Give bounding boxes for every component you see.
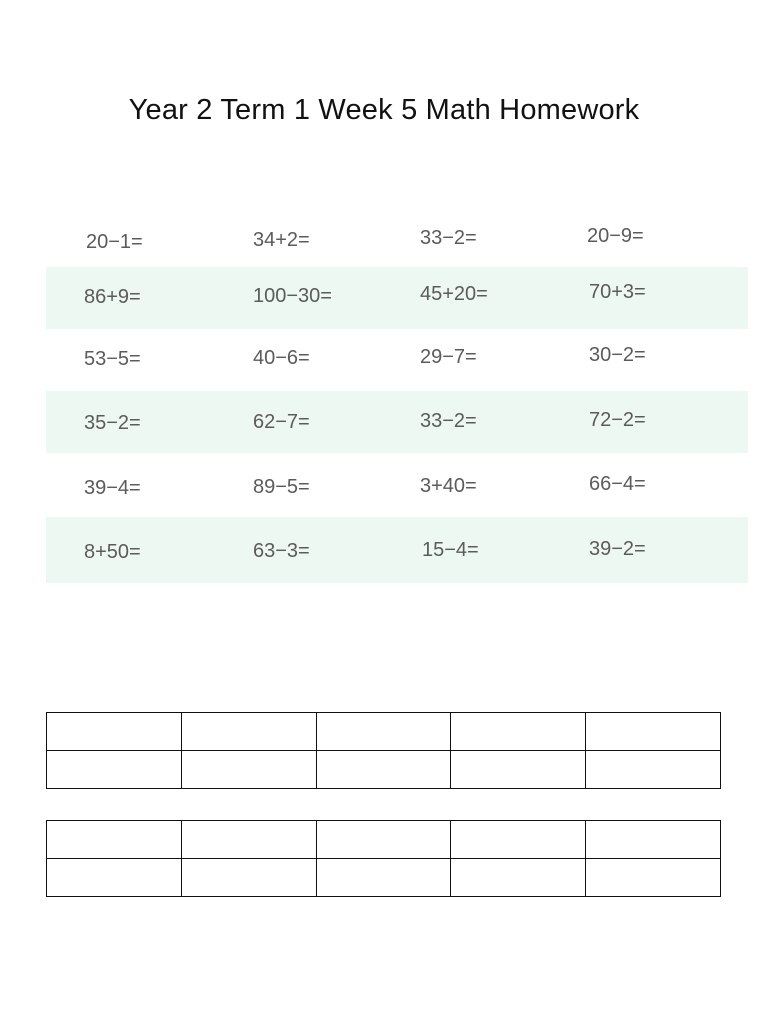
- grid-cell[interactable]: [316, 821, 451, 859]
- problem: 3+40=: [420, 475, 477, 497]
- problem-row: [46, 205, 748, 267]
- problem: 40−6=: [253, 347, 310, 369]
- grid-cell[interactable]: [181, 859, 316, 897]
- grid-cell[interactable]: [316, 751, 451, 789]
- answer-grid-1: [46, 712, 721, 789]
- problem: 15−4=: [422, 539, 479, 561]
- problem: 20−1=: [86, 231, 143, 253]
- problem: 86+9=: [84, 286, 141, 308]
- grid-cell[interactable]: [47, 751, 182, 789]
- problem: 72−2=: [589, 409, 646, 431]
- problem: 39−2=: [589, 538, 646, 560]
- grid-row: [47, 751, 721, 789]
- problem: 62−7=: [253, 411, 310, 433]
- grid-cell[interactable]: [586, 713, 721, 751]
- grid-cell[interactable]: [451, 859, 586, 897]
- answer-grid-2: [46, 820, 721, 897]
- problem: 45+20=: [420, 283, 488, 305]
- grid-cell[interactable]: [316, 713, 451, 751]
- problem-row: [46, 329, 748, 391]
- grid-cell[interactable]: [47, 859, 182, 897]
- grid-cell[interactable]: [451, 751, 586, 789]
- grid-cell[interactable]: [451, 821, 586, 859]
- problem: 53−5=: [84, 348, 141, 370]
- grid-row: [47, 713, 721, 751]
- problem: 66−4=: [589, 473, 646, 495]
- problem: 34+2=: [253, 229, 310, 251]
- problem: 100−30=: [253, 285, 332, 307]
- grid-cell[interactable]: [586, 751, 721, 789]
- problem: 30−2=: [589, 344, 646, 366]
- problem: 20−9=: [587, 225, 644, 247]
- page-title: Year 2 Term 1 Week 5 Math Homework: [128, 94, 640, 126]
- problem: 39−4=: [84, 477, 141, 499]
- grid-cell[interactable]: [586, 821, 721, 859]
- problem-row: [46, 517, 748, 583]
- grid-cell[interactable]: [47, 821, 182, 859]
- grid-cell[interactable]: [451, 713, 586, 751]
- grid-row: [47, 821, 721, 859]
- problem-row: [46, 391, 748, 453]
- problem: 89−5=: [253, 476, 310, 498]
- grid-cell[interactable]: [316, 859, 451, 897]
- grid-cell[interactable]: [181, 821, 316, 859]
- grid-row: [47, 859, 721, 897]
- problem: 29−7=: [420, 346, 477, 368]
- grid-cell[interactable]: [181, 713, 316, 751]
- problem: 63−3=: [253, 540, 310, 562]
- problem: 8+50=: [84, 541, 141, 563]
- problem: 33−2=: [420, 227, 477, 249]
- problem-row: [46, 455, 748, 517]
- problem: 70+3=: [589, 281, 646, 303]
- grid-cell[interactable]: [47, 713, 182, 751]
- grid-cell[interactable]: [586, 859, 721, 897]
- grid-cell[interactable]: [181, 751, 316, 789]
- problem: 33−2=: [420, 410, 477, 432]
- problem: 35−2=: [84, 412, 141, 434]
- problem-row: [46, 267, 748, 329]
